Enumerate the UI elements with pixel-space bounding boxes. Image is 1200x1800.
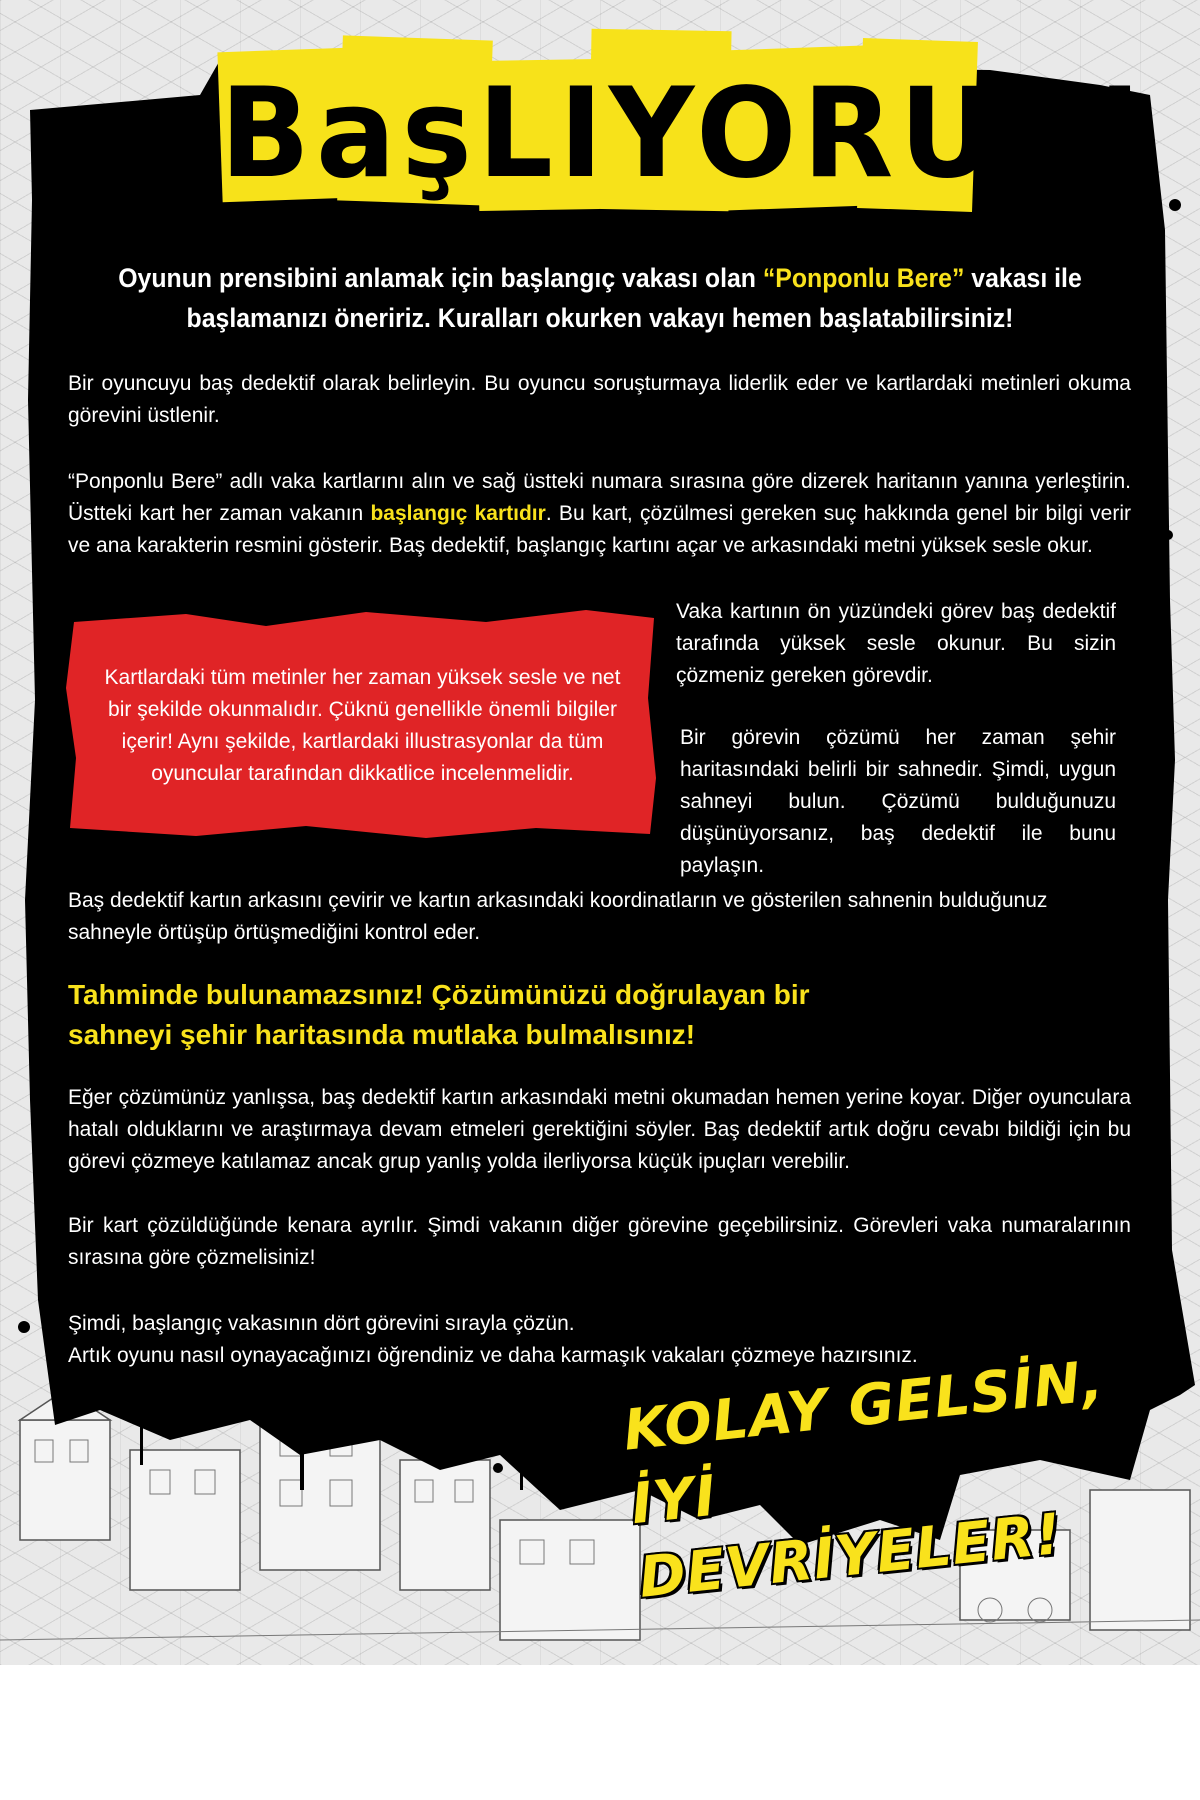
paragraph-wrong-answer xyxy=(68,1082,1131,1178)
start-card-highlight: başlangıç kartıdır xyxy=(370,502,546,525)
para2-part2: . Bu kart, çözülmesi gereken suç hakkında genel bir bilgi verir ve ana karakterin resmini gösterir. Baş dedektif, başlangıç kartını açar ve arkasındaki metni yüksek sesle okur. xyxy=(68,502,1131,557)
right-paragraph-task xyxy=(676,596,1116,692)
paragraph-check-coordinates xyxy=(68,885,1131,949)
title-banner xyxy=(220,30,1153,235)
paragraph-head-detective xyxy=(68,368,1131,432)
bottom-margin xyxy=(0,1665,1200,1800)
paragraph-6-line-2: Artık oyunu nasıl oynayacağınızı öğrendiniz ve daha karmaşık vakaları çözmeye hazırsınız. xyxy=(68,1344,918,1367)
warning-text xyxy=(68,975,828,1055)
intro-part2: vakası ile başlamanızı öneririz. Kuralları okurken vakayı hemen başlatabilirsiniz! xyxy=(186,263,1082,333)
warning-line-1: Tahminde bulunamazsınız! Çözümünüzü doğrulayan bir xyxy=(68,979,810,1010)
closing-line-2: İYİ DEVRİYELER! xyxy=(628,1463,1065,1611)
paragraph-card-solved xyxy=(68,1210,1131,1274)
closing-slogan xyxy=(620,1341,1164,1654)
paragraph-1-text: Bir oyuncuyu baş dedektif olarak belirleyin. Bu oyuncu soruşturmaya liderlik eder ve kartlardaki metinleri okuma görevini üstlenir. xyxy=(68,372,1131,427)
para2-part1: “Ponponlu Bere” adlı vaka kartlarını alın ve sağ üstteki numara sırasına göre dizerek haritanın yanına yerleştirin. Üstteki kart her zaman vakanın xyxy=(68,470,1131,525)
paragraph-2-text xyxy=(68,466,1131,562)
warning-line-2: sahneyi şehir haritasında mutlaka bulmalısınız! xyxy=(68,1019,696,1050)
right-paragraph-1-text: Vaka kartının ön yüzündeki görev baş dedektif tarafında yüksek sesle okunur. Bu sizin çözmeniz gereken görevdir. xyxy=(676,600,1116,687)
right-paragraph-solution xyxy=(680,722,1116,882)
paragraph-4-text: Eğer çözümünüz yanlışsa, baş dedektif kartın arkasındaki metni okumadan hemen yerine koyar. Diğer oyunculara hatalı olduklarını ve araştırmaya devam etmeleri gerektiğini söyler. Baş dedektif artık doğru cevabı bildiği için bu görevi çözmeye katılamaz ancak grup yanlış yolda ilerliyorsa küçük ipuçları verebilir. xyxy=(68,1086,1131,1173)
closing-line-1: KOLAY GELSİN, xyxy=(620,1348,1107,1464)
intro-highlight: “Ponponlu Bere” xyxy=(762,263,965,293)
paragraph-6-line-1: Şimdi, başlangıç vakasının dört görevini sırayla çözün. xyxy=(68,1312,575,1335)
paragraph-case-cards xyxy=(68,466,1131,562)
intro-part1: Oyunun prensibini anlamak için başlangıç vakası olan xyxy=(118,263,763,293)
intro-text xyxy=(117,258,1083,338)
right-paragraph-2-text: Bir görevin çözümü her zaman şehir haritasındaki belirli bir sahnedir. Şimdi, uygun sahneyi bulun. Çözümü bulduğunuzu düşünüyorsanız, baş dedektif ile bunu paylaşın. xyxy=(680,726,1116,877)
red-note-text: Kartlardaki tüm metinler her zaman yüksek sesle ve net bir şekilde okunmalıdır. Çüknü genellikle önemli bilgiler içerir! Aynı şekilde, kartlardaki illustrasyonlar da tüm oyuncular tarafından dikkatlice incelenmelidir. xyxy=(104,666,621,785)
page-title: BaşLIYORUZ! xyxy=(220,60,1153,206)
paragraph-3-text: Baş dedektif kartın arkasını çevirir ve kartın arkasındaki koordinatların ve gösterilen sahnenin bulduğunuz sahneyle örtüşüp örtüşmediğini kontrol eder. xyxy=(68,889,1048,944)
paragraph-5-text: Bir kart çözüldüğünde kenara ayrılır. Şimdi vakanın diğer görevine geçebilirsiniz. Görevleri vaka numaralarının sırasına göre çözmelisiniz! xyxy=(68,1214,1131,1269)
